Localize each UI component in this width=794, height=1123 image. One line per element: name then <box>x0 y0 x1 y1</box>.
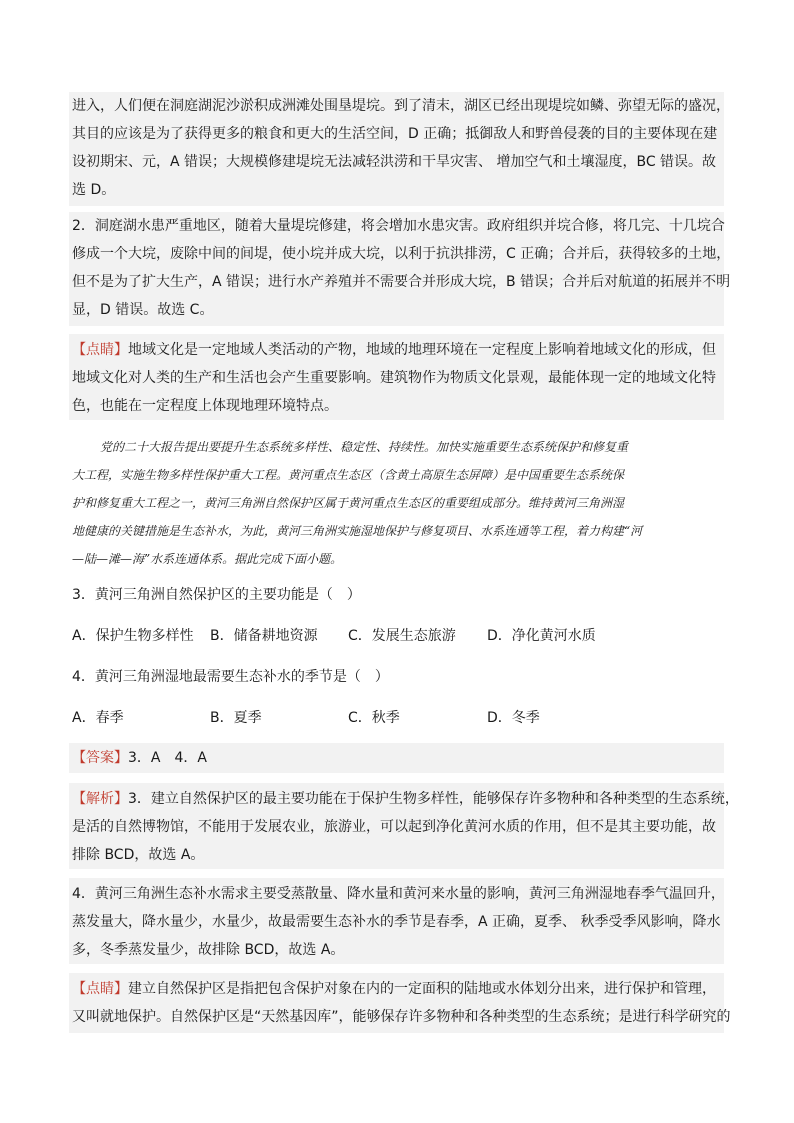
tip-tag: 【点睛】 <box>72 342 128 358</box>
q3-option-c: C．发展生态旅游 <box>348 628 456 644</box>
q4-option-b: B．夏季 <box>210 710 262 726</box>
answer-tag: 【答案】 <box>72 750 128 766</box>
question-4-stem: 4．黄河三角洲湿地最需要生态补水的季节是（ ） <box>72 669 389 685</box>
passage-line: —陆—滩—海”水系连通体系。据此完成下面小题。 <box>72 552 343 566</box>
passage-line: 党的二十大报告提出要提升生态系统多样性、稳定性、持续性。加快实施重要生态系统保护和修复重 <box>100 440 629 454</box>
analysis-line: 4．黄河三角洲生态补水需求主要受蒸散量、降水量和黄河来水量的影响，黄河三角洲湿地春季气温回升， <box>72 886 725 902</box>
tip-tag: 【点睛】 <box>72 981 128 997</box>
q3-option-d: D．净化黄河水质 <box>487 628 596 644</box>
q4-option-c: C．秋季 <box>348 710 400 726</box>
q3-option-b: B．储备耕地资源 <box>210 628 318 644</box>
analysis-line: 修成一个大垸，废除中间的间堤，使小垸并成大垸，以利于抗洪排涝，C 正确；合并后，获得较多的土地， <box>72 246 731 262</box>
analysis-line: 设初期宋、元，A 错误；大规模修建堤垸无法减轻洪涝和干旱灾害、 增加空气和土壤湿度，BC 错误。故 <box>72 154 717 170</box>
analysis-line: 显，D 错误。故选 C。 <box>72 302 214 318</box>
analysis-line: 但不是为了扩大生产，A 错误；进行水产养殖并不需要合并形成大垸，B 错误；合并后对航道的拓展并不明 <box>72 274 731 290</box>
analysis-line: 是活的自然博物馆，不能用于发展农业，旅游业，可以起到净化黄河水质的作用，但不是其主要功能，故 <box>72 819 716 835</box>
analysis-line: 选 D。 <box>72 182 116 198</box>
answer-line <box>72 748 207 768</box>
analysis-line: 排除 BCD，故选 A。 <box>72 847 205 863</box>
analysis-line: 多，冬季蒸发量少，故排除 BCD，故选 A。 <box>72 942 345 958</box>
analysis-line: 进入，人们便在洞庭湖泥沙淤积成洲滩处围垦堤垸。到了清末，湖区已经出现堤垸如鳞、弥望无际的盛况， <box>72 98 730 114</box>
analysis-line: 2．洞庭湖水患严重地区，随着大量堤垸修建，将会增加水患灾害。政府组织并垸合修，将几完、十几垸合 <box>72 218 725 234</box>
tip-line: 色，也能在一定程度上体现地理环境特点。 <box>72 398 338 414</box>
passage-line: 大工程，实施生物多样性保护重大工程。黄河重点生态区（含黄土高原生态屏障）是中国重要生态系统保 <box>72 468 625 482</box>
analysis-text: 3．建立自然保护区的最主要功能在于保护生物多样性，能够保存许多物种和各种类型的生态系统， <box>128 791 739 807</box>
q4-option-d: D．冬季 <box>487 710 540 726</box>
analysis-tag: 【解析】 <box>72 791 128 807</box>
passage-line: 地健康的关键措施是生态补水，为此，黄河三角洲实施湿地保护与修复项目、水系连通等工程，着力构建“河 <box>72 524 643 538</box>
question-3-stem: 3．黄河三角洲自然保护区的主要功能是（ ） <box>72 587 361 603</box>
tip-line: 地域文化对人类的生产和生活也会产生重要影响。建筑物作为物质文化景观，最能体现一定的地域文化特 <box>72 370 716 386</box>
tip-text: 地域文化是一定地域人类活动的产物，地域的地理环境在一定程度上影响着地域文化的形成，但 <box>128 342 716 358</box>
tip-text: 建立自然保护区是指把包含保护对象在内的一定面积的陆地或水体划分出来，进行保护和管理， <box>128 981 716 997</box>
tip-line: 又叫就地保护。自然保护区是“天然基因库”，能够保存许多物种和各种类型的生态系统；是进行科学研究的 <box>72 1009 731 1025</box>
analysis-line: 蒸发量大，降水量少，水量少，故最需要生态补水的季节是春季，A 正确，夏季、 秋季受季风影响，降水 <box>72 914 721 930</box>
tip-line <box>72 340 716 360</box>
q3-option-a: A．保护生物多样性 <box>72 628 194 644</box>
analysis-line: 其目的应该是为了获得更多的粮食和更大的生活空间，D 正确；抵御敌人和野兽侵袭的目的主要体现在建 <box>72 126 718 142</box>
passage-line: 护和修复重大工程之一，黄河三角洲自然保护区属于黄河重点生态区的重要组成部分。维持黄河三角洲湿 <box>72 496 625 510</box>
answer-text: 3．A 4．A <box>128 750 207 766</box>
analysis-line <box>72 789 739 809</box>
q4-option-a: A．春季 <box>72 710 124 726</box>
tip-line <box>72 979 716 999</box>
